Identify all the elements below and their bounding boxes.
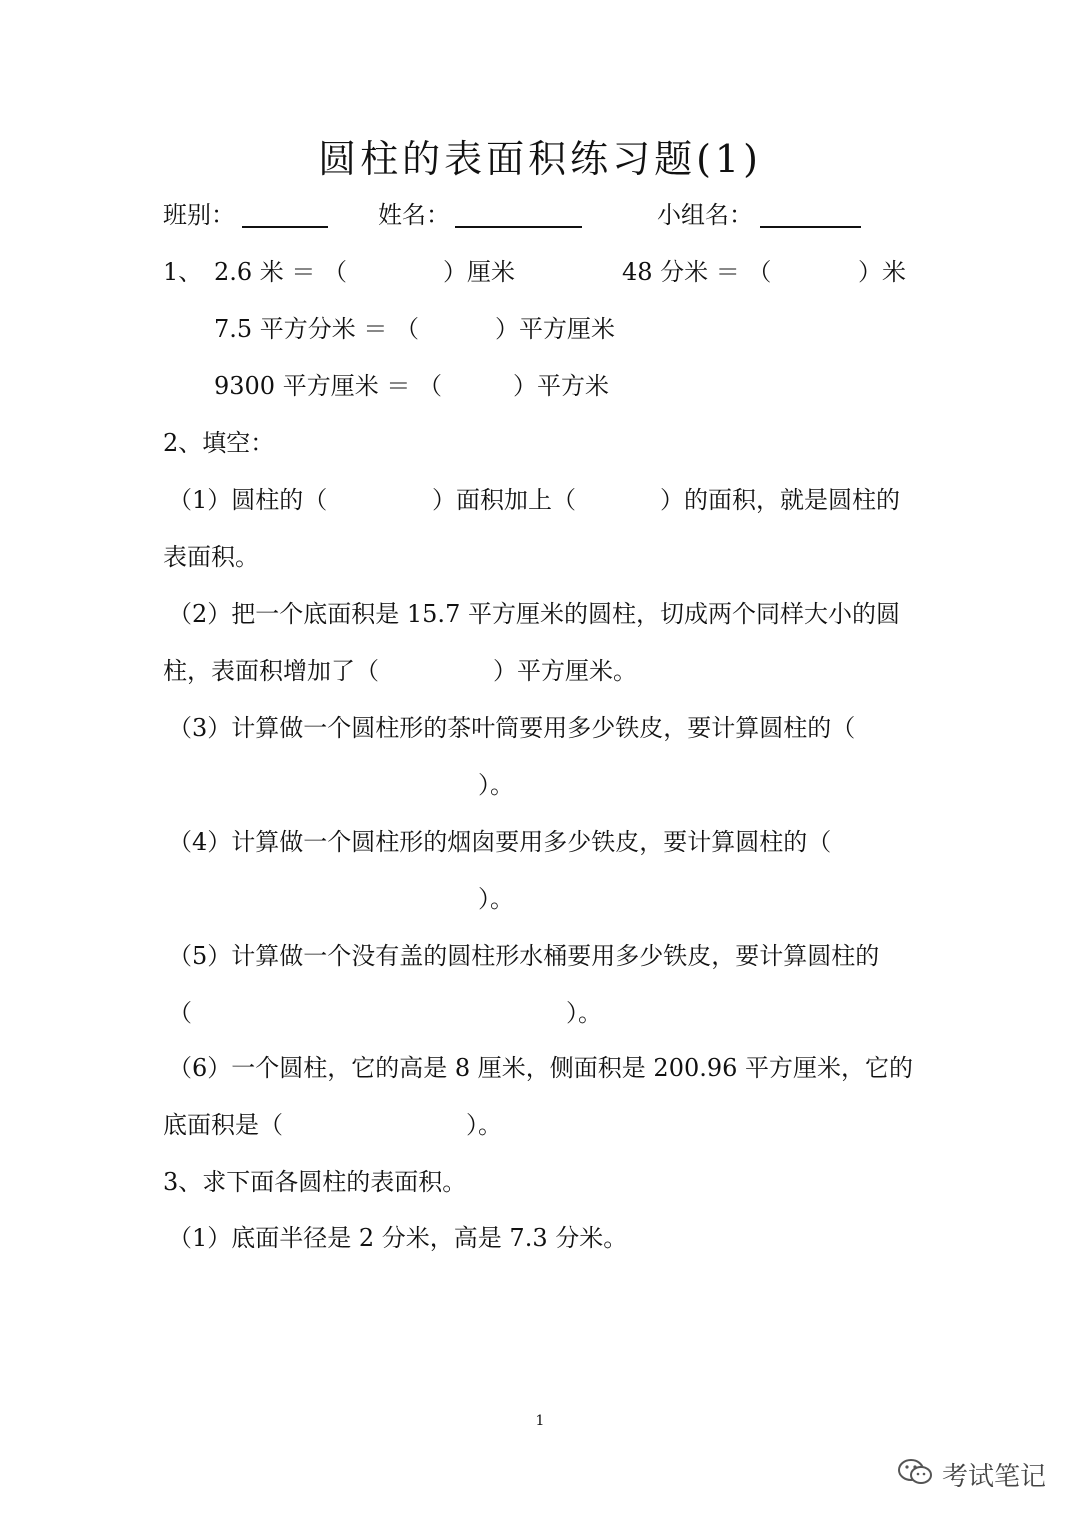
q1-b-right: ）米 bbox=[858, 258, 906, 286]
q2-item6-a: （6）一个圆柱，它的高是 8 厘米，侧面积是 200.96 平方厘米，它的 bbox=[168, 1054, 914, 1082]
q3-heading: 3、求下面各圆柱的表面积。 bbox=[163, 1168, 467, 1196]
name-label: 姓名： bbox=[378, 201, 450, 229]
q1-number: 1、 bbox=[163, 258, 203, 286]
q2-item3-b: ）。 bbox=[478, 771, 514, 799]
q1-d-right: ）平方米 bbox=[513, 372, 609, 400]
q2-item5-a: （5）计算做一个没有盖的圆柱形水桶要用多少铁皮，要计算圆柱的 bbox=[168, 942, 880, 970]
name-blank[interactable] bbox=[455, 226, 582, 228]
q2-item2-a: （2）把一个底面积是 15.7 平方厘米的圆柱，切成两个同样大小的圆 bbox=[168, 600, 900, 628]
page-title: 圆柱的表面积练习题(1) bbox=[318, 137, 762, 181]
q2-heading: 2、填空： bbox=[163, 429, 275, 457]
q1-c-left: 7.5 平方分米 ＝ （ bbox=[214, 315, 420, 343]
group-label: 小组名： bbox=[657, 201, 753, 229]
q2-item2-b: 柱，表面积增加了（ bbox=[163, 657, 379, 685]
q2-item5-b: （ bbox=[168, 999, 192, 1027]
q1-d-left: 9300 平方厘米 ＝ （ bbox=[214, 372, 442, 400]
q1-a-right: ）厘米 bbox=[443, 258, 515, 286]
q1-c-right: ）平方厘米 bbox=[495, 315, 615, 343]
watermark bbox=[896, 1454, 1046, 1494]
q2-item1-d: 表面积。 bbox=[163, 543, 259, 571]
class-blank[interactable] bbox=[242, 226, 328, 228]
wechat-icon bbox=[896, 1457, 936, 1491]
q3-item1: （1）底面半径是 2 分米，高是 7.3 分米。 bbox=[168, 1224, 628, 1252]
q2-item4-a: （4）计算做一个圆柱形的烟囱要用多少铁皮，要计算圆柱的（ bbox=[168, 828, 832, 856]
q2-item2-c: ）平方厘米。 bbox=[493, 657, 637, 685]
q2-item6-c: ）。 bbox=[466, 1111, 502, 1139]
q2-item6-b: 底面积是（ bbox=[163, 1111, 283, 1139]
q2-item1-a: （1）圆柱的（ bbox=[168, 486, 328, 514]
page-number: 1 bbox=[535, 1413, 545, 1429]
q1-b-left: 48 分米 ＝ （ bbox=[622, 258, 772, 286]
q2-item3-a: （3）计算做一个圆柱形的茶叶筒要用多少铁皮，要计算圆柱的（ bbox=[168, 714, 856, 742]
watermark-text: 考试笔记 bbox=[942, 1461, 1047, 1492]
group-blank[interactable] bbox=[760, 226, 861, 228]
q1-a-left: 2.6 米 ＝ （ bbox=[214, 258, 348, 286]
q2-item1-c: ）的面积，就是圆柱的 bbox=[660, 486, 900, 514]
class-label: 班别： bbox=[163, 201, 235, 229]
q2-item1-b: ）面积加上（ bbox=[432, 486, 576, 514]
q2-item5-c: ）。 bbox=[566, 999, 602, 1027]
q2-item4-b: ）。 bbox=[478, 885, 514, 913]
